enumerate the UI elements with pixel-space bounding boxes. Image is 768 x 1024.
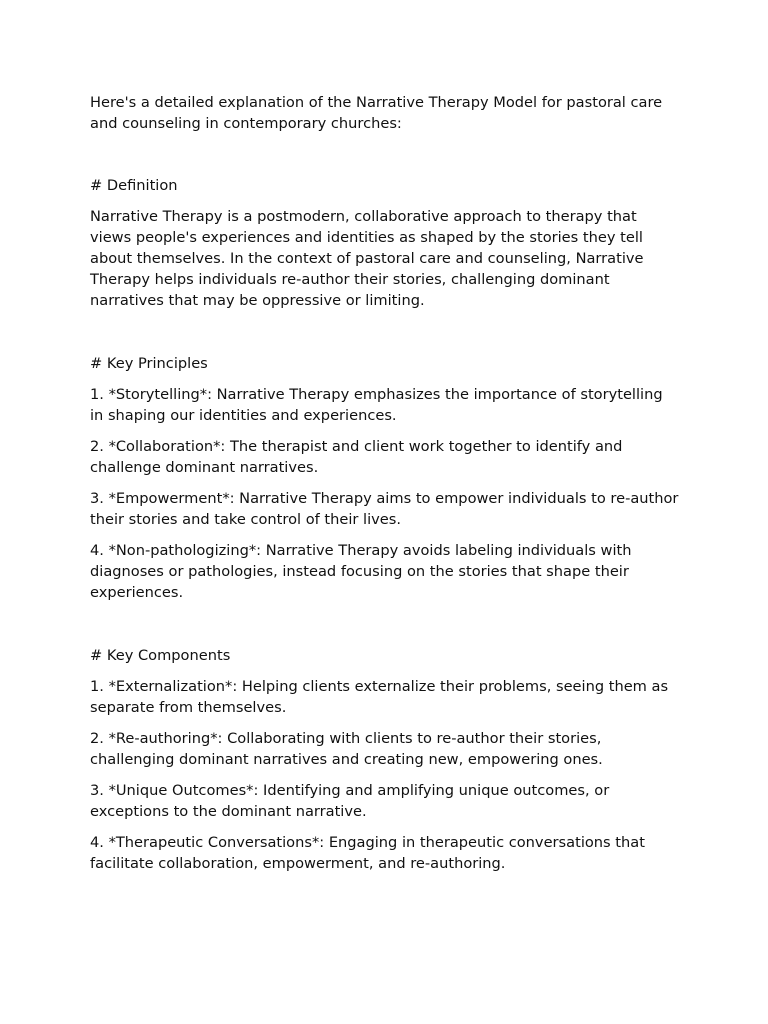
intro-paragraph: Here's a detailed explanation of the Narrative Therapy Model for pastoral care and counseling in contemporary churches: <box>90 94 663 132</box>
definition-heading: # Definition <box>90 177 178 194</box>
definition-paragraph: Narrative Therapy is a postmodern, collaborative approach to therapy that views people's experiences and identities as shaped by the stories they tell about themselves. In the context of pastoral care and counseling, Narrative Therapy helps individuals re-author their stories, challenging dominant narratives that may be oppressive or limiting. <box>90 208 644 309</box>
principle-item: 4. *Non-pathologizing*: Narrative Therapy avoids labeling individuals with diagnoses or pathologies, instead focusing on the stories that shape their experiences. <box>90 542 632 601</box>
component-item: 2. *Re-authoring*: Collaborating with clients to re-author their stories, challenging dominant narratives and creating new, empowering ones. <box>90 730 603 768</box>
component-item: 3. *Unique Outcomes*: Identifying and amplifying unique outcomes, or exceptions to the dominant narrative. <box>90 782 610 820</box>
principle-item: 1. *Storytelling*: Narrative Therapy emphasizes the importance of storytelling in shaping our identities and experiences. <box>90 386 663 424</box>
principle-item: 3. *Empowerment*: Narrative Therapy aims to empower individuals to re-author their stories and take control of their lives. <box>90 490 679 528</box>
principles-heading: # Key Principles <box>90 355 208 372</box>
component-item: 1. *Externalization*: Helping clients externalize their problems, seeing them as separate from themselves. <box>90 678 669 716</box>
component-item: 4. *Therapeutic Conversations*: Engaging in therapeutic conversations that facilitate collaboration, empowerment, and re-authoring. <box>90 834 645 872</box>
components-heading: # Key Components <box>90 647 231 664</box>
document-content <box>90 92 680 884</box>
principle-item: 2. *Collaboration*: The therapist and client work together to identify and challenge dominant narratives. <box>90 438 623 476</box>
